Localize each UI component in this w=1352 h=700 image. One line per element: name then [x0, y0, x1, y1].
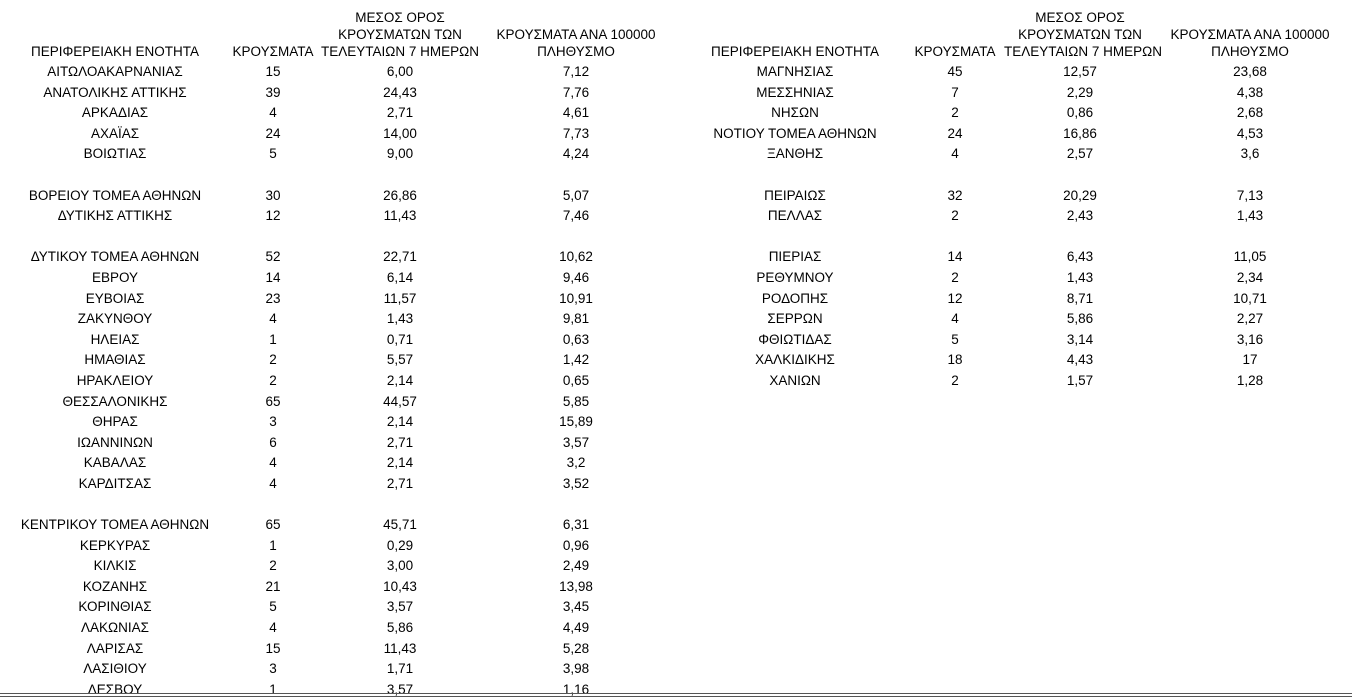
table-row	[684, 289, 1352, 310]
table-row	[0, 577, 684, 598]
cases-cell: 2	[269, 558, 277, 574]
per100k-cell: 7,46	[562, 208, 590, 224]
header-per100k-line1: ΚΡΟΥΣΜΑΤΑ ΑΝΑ 100000	[1170, 27, 1330, 42]
table-row	[0, 268, 684, 289]
region-cell: ΚΑΒΑΛΑΣ	[83, 455, 147, 471]
table-row	[0, 186, 684, 207]
cases-cell: 45	[947, 64, 963, 79]
region-cell: ΜΕΣΣΗΝΙΑΣ	[756, 84, 834, 100]
region-cell: ΕΒΡΟΥ	[91, 269, 139, 285]
region-cell: ΒΟΙΩΤΙΑΣ	[83, 146, 147, 162]
header-per100k-line1: ΚΡΟΥΣΜΑΤΑ ΑΝΑ 100000	[496, 27, 656, 42]
table-row	[0, 103, 684, 124]
region-cell: ΚΑΡΔΙΤΣΑΣ	[78, 475, 152, 491]
region-cell: ΗΛΕΙΑΣ	[90, 331, 140, 347]
cases-cell: 4	[269, 105, 277, 121]
avg7-cell: 2,29	[1066, 84, 1094, 100]
region-cell: ΙΩΑΝΝΙΝΩΝ	[77, 434, 153, 450]
region-cell: ΛΑΡΙΣΑΣ	[86, 640, 144, 656]
table-row	[0, 83, 684, 104]
region-cell: ΔΥΤΙΚΗΣ ΑΤΤΙΚΗΣ	[57, 208, 173, 224]
right-table-body	[684, 62, 1352, 392]
avg7-cell: 3,14	[1066, 331, 1094, 347]
region-cell: ΑΙΤΩΛΟΑΚΑΡΝΑΝΙΑΣ	[47, 64, 183, 79]
per100k-cell: 3,6	[1240, 146, 1260, 162]
per100k-cell: 11,05	[1233, 249, 1267, 265]
per100k-cell: 7,76	[562, 84, 590, 100]
cases-cell: 6	[269, 434, 277, 450]
cases-cell: 4	[951, 311, 959, 327]
cases-cell: 24	[947, 125, 963, 141]
right-table	[684, 0, 1352, 392]
table-row	[684, 186, 1352, 207]
per100k-cell: 5,28	[562, 640, 590, 656]
cases-cell: 5	[269, 146, 277, 162]
per100k-cell: 0,63	[562, 331, 590, 347]
cases-cell: 4	[269, 475, 277, 491]
per100k-cell: 3,52	[562, 475, 590, 491]
avg7-cell: 3,57	[386, 599, 414, 615]
table-row	[684, 268, 1352, 289]
header-avg7	[1004, 9, 1162, 60]
cases-cell: 65	[265, 393, 281, 409]
header-per100k-line2: ΠΛΗΘΥΣΜΟ	[1211, 44, 1289, 59]
table-row	[684, 124, 1352, 145]
cases-cell: 1	[269, 681, 277, 697]
cases-cell: 14	[947, 249, 963, 265]
table-row	[684, 309, 1352, 330]
avg7-cell: 0,71	[386, 331, 414, 347]
avg7-cell: 44,57	[383, 393, 417, 409]
cases-cell: 15	[265, 640, 281, 656]
table-row	[0, 124, 684, 145]
header-cases: ΚΡΟΥΣΜΑΤΑ	[232, 44, 314, 59]
header-avg7-line3: ΤΕΛΕΥΤΑΙΩΝ 7 ΗΜΕΡΩΝ	[1004, 44, 1162, 59]
region-cell: ΛΕΣΒΟΥ	[87, 681, 143, 697]
table-row	[0, 392, 684, 413]
per100k-cell: 9,81	[562, 311, 590, 327]
right-table-header	[684, 0, 1352, 62]
region-cell: ΗΡΑΚΛΕΙΟΥ	[76, 372, 154, 388]
region-cell: ΡΟΔΟΠΗΣ	[761, 290, 829, 306]
region-cell: ΖΑΚΥΝΘΟΥ	[77, 311, 153, 327]
spacer-row	[684, 227, 1352, 248]
spacer-row	[0, 165, 684, 186]
avg7-cell: 2,14	[386, 372, 414, 388]
cases-cell: 15	[265, 64, 281, 79]
region-cell: ΝΟΤΙΟΥ ΤΟΜΕΑ ΑΘΗΝΩΝ	[713, 125, 877, 141]
avg7-cell: 6,14	[386, 269, 414, 285]
region-cell: ΒΟΡΕΙΟΥ ΤΟΜΕΑ ΑΘΗΝΩΝ	[28, 187, 202, 203]
avg7-cell: 5,86	[386, 620, 414, 636]
cases-cell: 12	[947, 290, 963, 306]
table-row	[0, 144, 684, 165]
cases-cell: 4	[951, 146, 959, 162]
per100k-cell: 2,68	[1236, 105, 1264, 121]
per100k-cell: 2,49	[562, 558, 590, 574]
avg7-cell: 3,00	[386, 558, 414, 574]
region-cell: ΛΑΣΙΘΙΟΥ	[83, 661, 147, 677]
header-avg7-line1: ΜΕΣΟΣ ΟΡΟΣ	[355, 10, 445, 25]
table-row	[0, 474, 684, 495]
per100k-cell: 7,12	[562, 64, 590, 79]
per100k-cell: 10,62	[559, 249, 593, 265]
left-table-header	[0, 0, 684, 62]
region-cell: ΧΑΛΚΙΔΙΚΗΣ	[755, 352, 835, 368]
cases-cell: 32	[947, 187, 963, 203]
table-row	[0, 639, 684, 660]
cases-cell: 2	[951, 372, 959, 388]
per100k-cell: 2,27	[1236, 311, 1264, 327]
table-row	[0, 556, 684, 577]
spacer-row	[0, 227, 684, 248]
cases-cell: 30	[265, 187, 281, 203]
per100k-cell: 3,16	[1236, 331, 1264, 347]
avg7-cell: 11,43	[383, 208, 417, 224]
avg7-cell: 16,86	[1063, 125, 1097, 141]
per100k-cell: 0,65	[562, 372, 590, 388]
header-avg7-line1: ΜΕΣΟΣ ΟΡΟΣ	[1035, 10, 1125, 25]
header-avg7-line3: ΤΕΛΕΥΤΑΙΩΝ 7 ΗΜΕΡΩΝ	[321, 44, 479, 59]
region-cell: ΣΕΡΡΩΝ	[767, 311, 823, 327]
avg7-cell: 2,71	[386, 475, 414, 491]
avg7-cell: 6,43	[1066, 249, 1094, 265]
table-row	[684, 62, 1352, 83]
region-cell: ΚΙΛΚΙΣ	[93, 558, 137, 574]
table-row	[0, 309, 684, 330]
table-row	[684, 350, 1352, 371]
cases-cell: 24	[265, 125, 281, 141]
avg7-cell: 0,29	[386, 537, 414, 553]
per100k-cell: 4,53	[1236, 125, 1264, 141]
table-row	[0, 289, 684, 310]
region-cell: ΘΕΣΣΑΛΟΝΙΚΗΣ	[62, 393, 168, 409]
per100k-cell: 4,61	[562, 105, 590, 121]
table-row	[0, 536, 684, 557]
table-row	[684, 83, 1352, 104]
avg7-cell: 14,00	[383, 125, 417, 141]
per100k-cell: 15,89	[559, 414, 593, 430]
table-row	[684, 144, 1352, 165]
per100k-cell: 3,2	[566, 455, 586, 471]
per100k-cell: 5,07	[562, 187, 590, 203]
header-avg7-line2: ΚΡΟΥΣΜΑΤΩΝ ΤΩΝ	[1018, 27, 1142, 42]
region-cell: ΝΗΣΩΝ	[771, 105, 819, 121]
avg7-cell: 2,71	[386, 434, 414, 450]
per100k-cell: 1,16	[562, 681, 590, 697]
avg7-cell: 20,29	[1063, 187, 1097, 203]
cases-cell: 2	[951, 269, 959, 285]
cases-cell: 23	[265, 290, 281, 306]
avg7-cell: 26,86	[383, 187, 417, 203]
per100k-cell: 10,91	[559, 290, 593, 306]
avg7-cell: 12,57	[1063, 64, 1097, 79]
header-per100k	[484, 26, 668, 60]
avg7-cell: 2,43	[1066, 208, 1094, 224]
table-row	[0, 371, 684, 392]
table-row	[684, 330, 1352, 351]
region-cell: ΕΥΒΟΙΑΣ	[85, 290, 145, 306]
per100k-cell: 3,45	[562, 599, 590, 615]
avg7-cell: 10,43	[383, 578, 417, 594]
region-cell: ΛΑΚΩΝΙΑΣ	[81, 620, 149, 636]
cases-cell: 5	[951, 331, 959, 347]
table-row	[0, 62, 684, 83]
avg7-cell: 2,57	[1066, 146, 1094, 162]
table-row	[0, 206, 684, 227]
header-per100k-line2: ΠΛΗΘΥΣΜΟ	[537, 44, 615, 59]
cases-cell: 18	[947, 352, 963, 368]
table-row	[0, 515, 684, 536]
per100k-cell: 3,98	[562, 661, 590, 677]
header-region: ΠΕΡΙΦΕΡΕΙΑΚΗ ΕΝΟΤΗΤΑ	[30, 44, 200, 59]
cases-cell: 12	[265, 208, 281, 224]
region-cell: ΠΕΙΡΑΙΩΣ	[764, 187, 826, 203]
per100k-cell: 4,38	[1236, 84, 1264, 100]
table-row	[684, 247, 1352, 268]
cases-cell: 4	[269, 455, 277, 471]
region-cell: ΘΗΡΑΣ	[92, 414, 138, 430]
avg7-cell: 1,43	[1066, 269, 1094, 285]
per100k-cell: 6,31	[562, 517, 590, 533]
per100k-cell: 23,68	[1233, 64, 1267, 79]
per100k-cell: 0,96	[562, 537, 590, 553]
per100k-cell: 7,13	[1236, 187, 1264, 203]
table-row	[684, 103, 1352, 124]
region-cell: ΔΥΤΙΚΟΥ ΤΟΜΕΑ ΑΘΗΝΩΝ	[30, 249, 200, 265]
table-row	[0, 659, 684, 680]
cases-cell: 4	[269, 620, 277, 636]
avg7-cell: 11,57	[383, 290, 417, 306]
cases-cell: 3	[269, 661, 277, 677]
region-cell: ΞΑΝΘΗΣ	[766, 146, 824, 162]
cases-cell: 2	[269, 372, 277, 388]
per100k-cell: 1,42	[562, 352, 590, 368]
cases-cell: 2	[951, 208, 959, 224]
avg7-cell: 24,43	[383, 84, 417, 100]
avg7-cell: 5,57	[386, 352, 414, 368]
spacer-row	[0, 494, 684, 515]
table-row	[0, 412, 684, 433]
header-region: ΠΕΡΙΦΕΡΕΙΑΚΗ ΕΝΟΤΗΤΑ	[710, 44, 880, 59]
per100k-cell: 1,28	[1236, 372, 1264, 388]
region-cell: ΦΘΙΩΤΙΔΑΣ	[758, 331, 832, 347]
per100k-cell: 10,71	[1233, 290, 1267, 306]
header-cases: ΚΡΟΥΣΜΑΤΑ	[914, 44, 996, 59]
region-cell: ΜΑΓΝΗΣΙΑΣ	[756, 64, 834, 79]
region-cell: ΠΙΕΡΙΑΣ	[768, 249, 822, 265]
avg7-cell: 0,86	[1066, 105, 1094, 121]
avg7-cell: 3,57	[386, 681, 414, 697]
spacer-row	[684, 165, 1352, 186]
table-row	[684, 206, 1352, 227]
per100k-cell: 7,73	[562, 125, 590, 141]
avg7-cell: 11,43	[383, 640, 417, 656]
cases-cell: 5	[269, 599, 277, 615]
avg7-cell: 45,71	[383, 517, 417, 533]
header-avg7	[316, 9, 484, 60]
avg7-cell: 1,57	[1066, 372, 1094, 388]
avg7-cell: 1,71	[386, 661, 414, 677]
region-cell: ΚΟΡΙΝΘΙΑΣ	[78, 599, 152, 615]
header-per100k	[1156, 26, 1344, 60]
per100k-cell: 13,98	[559, 578, 593, 594]
avg7-cell: 6,00	[386, 64, 414, 79]
avg7-cell: 2,14	[386, 414, 414, 430]
cases-cell: 4	[269, 311, 277, 327]
avg7-cell: 9,00	[386, 146, 414, 162]
cases-cell: 3	[269, 414, 277, 430]
region-cell: ΠΕΛΛΑΣ	[767, 208, 823, 224]
per100k-cell: 17	[1242, 352, 1258, 368]
left-table-body	[0, 62, 684, 700]
bottom-divider	[0, 693, 1352, 697]
table-row	[0, 433, 684, 454]
table-row	[0, 350, 684, 371]
cases-cell: 21	[265, 578, 281, 594]
cases-cell: 2	[269, 352, 277, 368]
per100k-cell: 2,34	[1236, 269, 1264, 285]
region-cell: ΑΝΑΤΟΛΙΚΗΣ ΑΤΤΙΚΗΣ	[43, 84, 187, 100]
avg7-cell: 5,86	[1066, 311, 1094, 327]
avg7-cell: 1,43	[386, 311, 414, 327]
avg7-cell: 2,71	[386, 105, 414, 121]
region-cell: ΚΕΝΤΡΙΚΟΥ ΤΟΜΕΑ ΑΘΗΝΩΝ	[20, 517, 210, 533]
per100k-cell: 5,85	[562, 393, 590, 409]
region-cell: ΗΜΑΘΙΑΣ	[84, 352, 146, 368]
table-row	[0, 597, 684, 618]
region-cell: ΑΡΚΑΔΙΑΣ	[81, 105, 149, 121]
avg7-cell: 4,43	[1066, 352, 1094, 368]
table-row	[0, 247, 684, 268]
avg7-cell: 8,71	[1066, 290, 1094, 306]
region-cell: ΚΕΡΚΥΡΑΣ	[79, 537, 151, 553]
cases-cell: 7	[951, 84, 959, 100]
per100k-cell: 1,43	[1236, 208, 1264, 224]
avg7-cell: 2,14	[386, 455, 414, 471]
table-row	[0, 330, 684, 351]
avg7-cell: 22,71	[383, 249, 417, 265]
cases-cell: 52	[265, 249, 281, 265]
table-row	[0, 618, 684, 639]
cases-cell: 2	[951, 105, 959, 121]
cases-cell: 65	[265, 517, 281, 533]
per100k-cell: 9,46	[562, 269, 590, 285]
cases-cell: 39	[265, 84, 281, 100]
region-cell: ΑΧΑΪΑΣ	[90, 125, 140, 141]
cases-cell: 1	[269, 537, 277, 553]
per100k-cell: 3,57	[562, 434, 590, 450]
table-row	[0, 453, 684, 474]
per100k-cell: 4,49	[562, 620, 590, 636]
region-cell: ΡΕΘΥΜΝΟΥ	[756, 269, 834, 285]
header-avg7-line2: ΚΡΟΥΣΜΑΤΩΝ ΤΩΝ	[338, 27, 462, 42]
cases-cell: 14	[265, 269, 281, 285]
region-cell: ΧΑΝΙΩΝ	[769, 372, 821, 388]
cases-cell: 1	[269, 331, 277, 347]
table-row	[684, 371, 1352, 392]
region-cell: ΚΟΖΑΝΗΣ	[82, 578, 148, 594]
per100k-cell: 4,24	[562, 146, 590, 162]
